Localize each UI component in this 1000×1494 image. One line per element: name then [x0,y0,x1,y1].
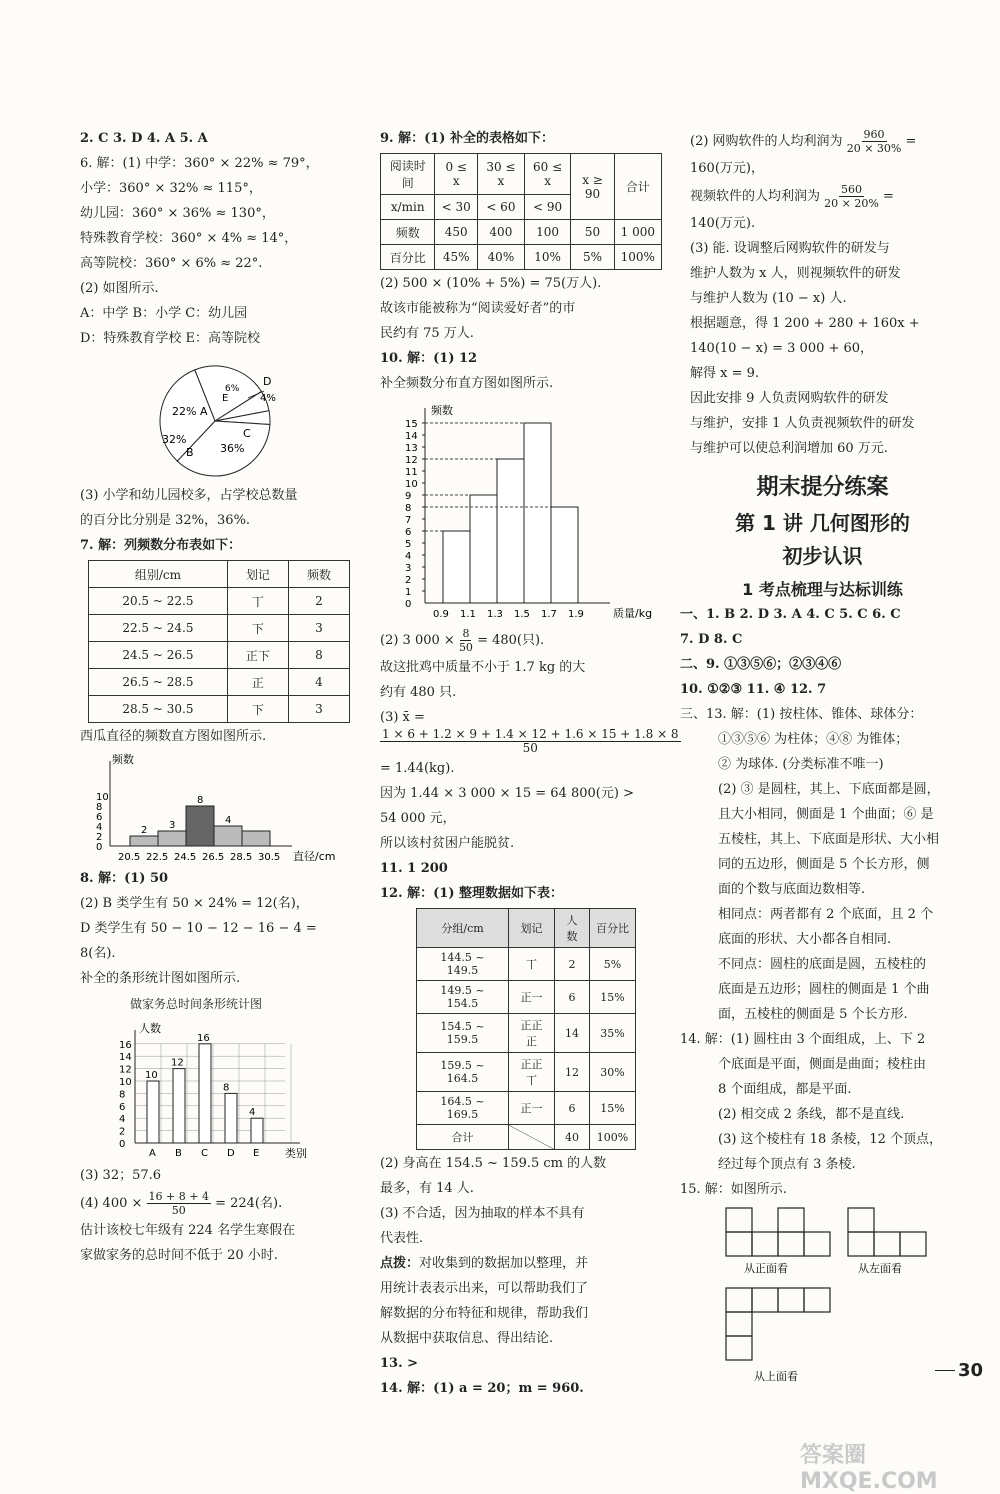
y-tick-label: 15 [405,419,418,430]
y-tick-label: 12 [119,1064,132,1076]
q13-line: 底面是五边形；圆柱的侧面是 1 个曲 [718,982,930,997]
x-tick-label: E [253,1148,260,1158]
th: 阅读时间 [381,154,435,195]
subsection-title: 1 考点梳理与达标训练 [742,580,903,599]
y-tick-label: 10 [405,479,418,490]
category-bar [199,1044,211,1143]
denominator: 50 [522,741,538,755]
fraction [847,128,902,155]
q6-line: 6. 解：(1) 中学：360° × 22% ≈ 79°， [80,156,319,171]
tip-label: 点拨： [380,1256,420,1271]
bar-value-label: 12 [171,1057,184,1069]
td: 30% [589,1053,635,1092]
y-tick-label: 2 [119,1126,126,1138]
denominator: 50 [458,641,473,654]
denominator: 20 × 30% [846,142,902,155]
td: 10% [524,245,571,270]
q14-line: (3) 能. 设调整后网购软件的研发与 [690,241,890,256]
td: 1 000 [614,220,661,245]
y-tick-label: 0 [119,1139,126,1150]
y-tick-label: 1 [405,587,412,598]
q10-line: 所以该村贫困户能脱贫. [380,836,515,851]
q12-line: 最多，有 14 人. [380,1181,474,1196]
th: 划记 [509,909,555,948]
y-tick-label: 6 [96,812,103,823]
x-tick-label: 24.5 [174,852,197,861]
column-2 [380,125,679,1403]
th: < 30 [435,195,478,220]
td: 6 [555,981,590,1014]
fraction [147,1190,211,1217]
y-tick-label: 8 [119,1089,126,1101]
q10-line: 因为 1.44 × 3 000 × 15 = 64 800(元) > [380,786,634,801]
q6-line: 幼儿园：360° × 36% ≈ 130°， [80,206,275,221]
pie-label-c: C [243,427,251,440]
x-axis-label: 直径/cm [293,850,336,861]
numerator: 960 [863,128,885,141]
q8-line: D 类学生有 50 − 10 − 12 − 16 − 4 = [80,921,317,936]
q6-line: 小学：360° × 32% ≈ 115°， [80,181,262,196]
bar-value-label: 16 [197,1032,210,1044]
q14-line: 14. 解：(1) 圆柱由 3 个面组成，上、下 2 [680,1032,926,1047]
td: 28.5 ~ 30.5 [89,696,228,723]
q9-line: (2) 500 × (10% + 5%) = 75(万人). [380,276,602,291]
q7-line: 7. 解：列频数分布表如下： [80,538,242,553]
q13-line: 不同点：圆柱的底面是圆，五棱柱的 [718,957,927,972]
q12-line: (3) 不合适，因为抽取的样本不具有 [380,1206,585,1221]
q8-line: (2) B 类学生有 50 × 24% = 12(名)， [80,896,309,911]
q14-line: 经过每个顶点有 3 条棱. [718,1157,856,1172]
column-3 [680,125,955,1388]
th: 0 ≤ x [435,154,478,195]
td: 20.5 ~ 22.5 [89,588,228,615]
histogram-chicken-mass [380,398,670,620]
q13-line: 且大小相同，侧面是 1 个曲面；⑥ 是 [718,807,934,822]
q13-line: ①③⑤⑥ 为柱体；④⑧ 为锥体； [718,732,909,747]
td: 3 [288,615,349,642]
table-row [417,981,636,1014]
td: 14 [555,1014,590,1053]
x-axis-label: 类别 [285,1147,307,1158]
section-title: 期末提分练案 [756,475,889,500]
q6-line: (2) 如图所示. [80,281,159,296]
q10-line: = 1.44(kg). [380,761,455,776]
x-tick-label: 1.5 [514,609,530,620]
category-bar [225,1093,237,1143]
bar-value-label: 4 [249,1107,256,1119]
q13-line: 同的五边形，侧面是 5 个长方形，侧 [718,857,930,872]
y-tick-label: 4 [119,1114,126,1126]
answer-line: 2. C 3. D 4. A 5. A [80,131,208,146]
q14-line: 与维护可以使总利润增加 60 万元. [690,441,888,456]
bar-value-label: 8 [197,795,204,806]
lecture-title: 第 1 讲 几何图形的 [735,511,910,535]
q14-line: 与维护人数为 (10 − x) 人. [690,291,847,306]
q14-line: 个底面是平面，侧面是曲面；棱柱由 [718,1057,927,1072]
q8-line: 8. 解：(1) 50 [80,871,169,886]
view-label-front: 从正面看 [744,1262,788,1275]
x-tick-label: 1.1 [460,609,476,620]
expr-part: = 480(只). [477,633,545,648]
table-row [89,615,350,642]
q13-line: 三、13. 解：(1) 按柱体、锥体、球体分： [680,707,923,722]
q10-line: 54 000 元， [380,811,456,826]
fraction [380,728,681,755]
y-tick-label: 11 [405,467,418,478]
td: 100% [614,245,661,270]
q12-line: 从数据中获取信息、得出结论. [380,1331,554,1346]
q13-line: 底面的形状、大小都各自相同. [718,932,892,947]
q14-line: 140(10 − x) = 3 000 + 60， [690,341,874,356]
table-row [417,1014,636,1053]
bar-value-label: 8 [223,1082,230,1094]
expr-part: 视频软件的人均利润为 [690,189,821,204]
page-number-rule [935,1370,955,1371]
q9-line: 故该市能被称为“阅读爱好者”的市 [380,301,576,316]
th: 合计 [614,154,661,220]
q6-line: 的百分比分别是 32%，36%. [80,513,251,528]
category-bar [251,1118,263,1143]
q9-line: 9. 解：(1) 补全的表格如下： [380,131,554,146]
td [509,1125,555,1150]
bar-value-label: 4 [225,815,232,826]
fraction [459,627,473,654]
pie-label-e: E [222,393,229,404]
histogram-bar [470,495,497,603]
y-tick-label: 5 [405,539,412,550]
q14-line: 14. 解：(1) a = 20；m = 960. [380,1381,584,1396]
th: 频数 [288,561,349,588]
td: 3 [288,696,349,723]
td: 5% [589,948,635,981]
pie-label-b-letter: B [186,446,194,459]
th: 分组/cm [417,909,509,948]
view-label-top: 从上面看 [754,1370,798,1383]
y-tick-label: 8 [96,802,103,813]
td: 6 [555,1092,590,1125]
q14-line: (3) 这个棱柱有 18 条棱，12 个顶点， [718,1132,943,1147]
y-tick-label: 3 [405,563,412,574]
expr-part: (2) 3 000 × [380,633,455,648]
q14-line: 160(万元)， [690,161,764,176]
td: 15% [589,1092,635,1125]
q7-line: 西瓜直径的频数直方图如图所示. [80,729,267,744]
q14-line: 维护人数为 x 人，则视频软件的研发 [690,266,901,281]
view-label-left: 从左面看 [858,1262,902,1275]
x-tick-label: 26.5 [202,852,225,861]
x-tick-label: D [227,1148,235,1158]
td: 合计 [417,1125,509,1150]
x-tick-label: 0.9 [433,609,449,620]
td: 丅 [509,948,555,981]
x-tick-label: 1.9 [568,609,584,620]
numerator: 8 [462,627,470,640]
category-bar [173,1069,185,1143]
y-tick-label: 6 [405,527,412,538]
td: 149.5 ~ 154.5 [417,981,509,1014]
tip-text: 对收集到的数据加以整理，并 [419,1256,589,1271]
histogram-bar [130,836,158,846]
histogram-bar [524,423,551,603]
td: 154.5 ~ 159.5 [417,1014,509,1053]
q10-line: (3) x̄ = [380,710,425,725]
x-tick-label: A [149,1148,156,1158]
x-tick-label: 1.7 [541,609,557,620]
table-row [89,669,350,696]
th: x ≥ 90 [571,154,614,220]
td: 8 [288,642,349,669]
watermark: 答案圈 MXQE.COM [800,1443,938,1494]
pie-label-a: 22% A [172,405,208,418]
td: 正正丅 [509,1053,555,1092]
y-tick-label: 4 [405,551,412,562]
expr-part: = 224(名). [215,1196,283,1211]
q13-line: 13. > [380,1356,419,1371]
x-tick-label: C [201,1148,208,1158]
td: 50 [571,220,614,245]
th: 划记 [227,561,288,588]
th: 60 ≤ x [524,154,571,195]
th: 组别/cm [89,561,228,588]
expr-part: (4) 400 × [80,1196,143,1211]
td: 164.5 ~ 169.5 [417,1092,509,1125]
td: 下 [227,615,288,642]
q14-line: 8 个面组成，都是平面. [718,1082,852,1097]
td: 22.5 ~ 24.5 [89,615,228,642]
numerator: 1 × 6 + 1.2 × 9 + 1.4 × 12 + 1.6 × 15 + 1.8 × 8 [382,727,679,741]
height-table-q12 [416,908,636,1150]
bar-value-label: 10 [145,1070,158,1081]
x-tick-label: B [175,1148,182,1158]
td: 40 [555,1125,590,1150]
td: 正正正 [509,1014,555,1053]
denominator: 20 × 20% [824,197,879,210]
table-row [417,948,636,981]
q10-line: 补全频数分布直方图如图所示. [380,376,554,391]
q14-line [690,128,955,155]
answer-line: 一、1. B 2. D 3. A 4. C 5. C 6. C [680,607,901,622]
q10-line: 10. 解：(1) 12 [380,351,478,366]
y-tick-label: 13 [405,443,418,454]
y-tick-label: 7 [405,515,412,526]
q12-line: 用统计表表示出来，可以帮助我们了 [380,1281,589,1296]
q8-line: 8(名). [80,946,116,961]
y-axis-label: 人数 [139,1022,161,1035]
y-tick-label: 0 [405,599,412,610]
category-bar [147,1081,159,1143]
q14-line: 根据题意，得 1 200 + 280 + 160x + [690,316,920,331]
pie-label-b: 32% [162,433,187,446]
q13-line: 面的个数与底面边数相等. [718,882,866,897]
td: 45% [435,245,478,270]
pie-label-d: D [263,375,272,388]
pie-legend: D：特殊教育学校 E：高等院校 [80,331,261,346]
bar-chart-title: 做家务总时间条形统计图 [130,997,263,1011]
q8-line [80,1190,360,1217]
pie-label-c-pct: 36% [220,442,245,455]
histogram-watermelon [80,751,360,861]
td: 5% [571,245,614,270]
q10-line: 故这批鸡中质量不小于 1.7 kg 的大 [380,660,586,675]
y-tick-label: 16 [119,1039,132,1051]
pie-chart [80,353,360,478]
page-number: 30 [958,1360,984,1381]
q12-line: 12. 解：(1) 整理数据如下表： [380,886,564,901]
lecture-title: 初步认识 [782,544,863,568]
td: 24.5 ~ 26.5 [89,642,228,669]
q6-line: (3) 小学和幼儿园校多，占学校总数量 [80,488,298,503]
q10-line: 约有 480 只. [380,685,457,700]
q14-line [690,183,955,210]
q13-line: 面，五棱柱的侧面是 5 个长方形. [718,1007,908,1022]
y-tick-label: 14 [405,431,418,442]
bar-value-label: 3 [169,820,176,831]
y-axis-label: 频数 [431,404,453,417]
td: 正一 [509,981,555,1014]
y-tick-label: 14 [119,1052,132,1064]
three-views-diagram [690,1204,955,1384]
q13-line: ② 为球体. (分类标准不唯一) [718,757,884,772]
td: 2 [555,948,590,981]
pie-legend: A：中学 B：小学 C：幼儿园 [80,306,248,321]
td: 35% [589,1014,635,1053]
q12-line [380,1253,670,1275]
x-tick-label: 20.5 [118,852,141,861]
q14-line: 因此安排 9 人负责网购软件的研发 [690,391,889,406]
frequency-table-q7 [88,560,350,723]
q10-line [380,727,679,755]
table-row [417,1092,636,1125]
column-1 [80,125,360,1270]
bar-chart-housework [80,1018,360,1158]
q14-line: 140(万元). [690,216,756,231]
td: 26.5 ~ 28.5 [89,669,228,696]
answer-line: 二、9. ①③⑤⑥；②③④⑥ [680,657,842,672]
answer-line: 7. D 8. C [680,632,743,647]
q10-line [380,627,670,654]
q14-line: (2) 相交成 2 条线，都不是直线. [718,1107,905,1122]
td: 12 [555,1053,590,1092]
expr-part: (2) 网购软件的人均利润为 [690,134,843,149]
q6-line: 高等院校：360° × 6% ≈ 22°. [80,256,263,271]
q14-line: 与维护，安排 1 人负责视频软件的研发 [690,416,915,431]
q8-line: 家做家务的总时间不低于 20 小时. [80,1248,278,1263]
td: 450 [435,220,478,245]
histogram-bar [497,459,524,603]
td: 100 [524,220,571,245]
x-tick-label: 30.5 [258,852,281,861]
td: 丅 [227,588,288,615]
reading-time-table [380,153,662,270]
histogram-bar [158,831,186,846]
numerator: 560 [840,183,862,196]
expr-part: = [905,134,917,149]
th: 人数 [555,909,590,948]
histogram-bar [551,507,578,603]
q15-line: 15. 解：如图所示. [680,1182,787,1197]
q12-line: 代表性. [380,1231,424,1246]
x-tick-label: 1.3 [487,609,503,620]
histogram-bar [214,826,242,846]
y-tick-label: 2 [405,575,412,586]
q13-line: 五棱柱，其上、下底面是形状、大小相 [718,832,940,847]
q13-line: (2) ③ 是圆柱，其上、下底面都是圆， [718,782,940,797]
q8-line: 补全的条形统计图如图所示. [80,971,241,986]
td: 4 [288,669,349,696]
x-tick-label: 28.5 [230,852,253,861]
q11-line: 11. 1 200 [380,861,448,876]
y-tick-label: 8 [405,503,412,514]
histogram-bar [443,531,470,603]
table-row [89,588,350,615]
td: 正 [227,669,288,696]
table-row [89,696,350,723]
q6-line: 特殊教育学校：360° × 4% ≈ 14°， [80,231,298,246]
x-axis-label: 质量/kg [613,607,653,620]
bar-value-label: 2 [141,825,148,836]
histogram-bar [242,831,270,846]
q12-line: 解数据的分布特征和规律，帮助我们 [380,1306,589,1321]
histogram-bar [186,806,214,846]
td: 百分比 [381,245,435,270]
td: 100% [589,1125,635,1150]
q9-line: 民约有 75 万人. [380,326,474,341]
x-tick-label: 22.5 [146,852,169,861]
denominator: 50 [171,1204,186,1217]
td: 频数 [381,220,435,245]
th: < 60 [478,195,525,220]
y-tick-label: 9 [405,491,412,502]
th: < 90 [524,195,571,220]
q12-line: (2) 身高在 154.5 ~ 159.5 cm 的人数 [380,1156,607,1171]
td: 40% [478,245,525,270]
table-row [89,642,350,669]
th: x/min [381,195,435,220]
td: 15% [589,981,635,1014]
y-axis-label: 频数 [112,753,134,766]
td: 159.5 ~ 164.5 [417,1053,509,1092]
th: 30 ≤ x [478,154,525,195]
td: 下 [227,696,288,723]
table-row [417,1053,636,1092]
expr-part: = [882,189,894,204]
fraction [824,183,879,210]
y-tick-label: 6 [119,1101,126,1113]
y-tick-label: 2 [96,832,103,843]
q13-line: 相同点：两者都有 2 个底面，且 2 个 [718,907,934,922]
td: 2 [288,588,349,615]
y-tick-label: 10 [119,1077,132,1088]
q8-line: (3) 32；57.6 [80,1168,162,1183]
y-tick-label: 10 [96,792,109,803]
th: 百分比 [589,909,635,948]
td: 400 [478,220,525,245]
y-tick-label: 0 [96,842,103,853]
q8-line: 估计该校七年级有 224 名学生寒假在 [80,1223,296,1238]
td: 正下 [227,642,288,669]
td: 144.5 ~ 149.5 [417,948,509,981]
answer-line: 10. ①②③ 11. ④ 12. 7 [680,682,827,697]
y-tick-label: 4 [96,822,103,833]
q14-line: 解得 x = 9. [690,366,760,381]
y-tick-label: 12 [405,455,418,466]
pie-label-e-pct: 6% [225,384,240,394]
pie-label-d-pct: 4% [260,393,276,404]
td: 正一 [509,1092,555,1125]
numerator: 16 + 8 + 4 [148,1190,209,1203]
